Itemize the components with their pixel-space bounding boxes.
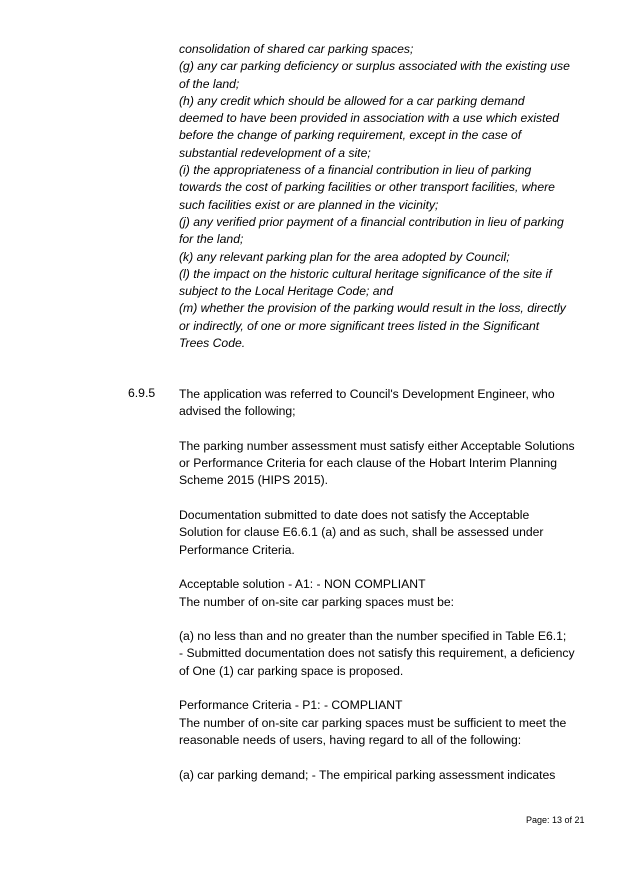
paragraph xyxy=(179,576,599,611)
performance-criteria-list xyxy=(179,41,599,352)
paragraph-line: or Performance Criteria for each clause of the Hobart Interim Planning xyxy=(179,456,557,471)
paragraph-line: The application was referred to Council's Development Engineer, who xyxy=(179,387,555,401)
criteria-line: of the land; xyxy=(179,76,240,91)
paragraph xyxy=(179,438,599,490)
paragraph-line: - Submitted documentation does not satisfy this requirement, a deficiency xyxy=(179,646,575,661)
criteria-line: such facilities exist or are planned in the vicinity; xyxy=(179,197,439,212)
criteria-line: Trees Code. xyxy=(179,336,246,351)
paragraph-line: reasonable needs of users, having regard to all of the following: xyxy=(179,732,522,747)
page-number: Page: 13 of 21 xyxy=(526,815,585,825)
paragraph xyxy=(179,386,599,421)
paragraph-line: The parking number assessment must satisfy either Acceptable Solutions xyxy=(179,438,575,453)
criteria-line: (k) any relevant parking plan for the area adopted by Council; xyxy=(179,249,510,264)
criteria-line: (i) the appropriateness of a financial contribution in lieu of parking xyxy=(179,163,532,178)
criteria-line: (g) any car parking deficiency or surplus associated with the existing use xyxy=(179,59,570,74)
paragraph-line: advised the following; xyxy=(179,404,296,419)
criteria-line: deemed to have been provided in association with a use which existed xyxy=(179,111,560,126)
paragraph-line: Documentation submitted to date does not satisfy the Acceptable xyxy=(179,508,530,523)
criteria-line: (l) the impact on the historic cultural heritage significance of the site if xyxy=(179,266,552,281)
section-body xyxy=(179,386,599,801)
criteria-line: or indirectly, of one or more significant trees listed in the Significant xyxy=(179,318,540,333)
paragraph-line: Acceptable solution - A1: - NON COMPLIANT xyxy=(179,577,426,592)
paragraph-line: Performance Criteria. xyxy=(179,542,295,557)
paragraph-line: The number of on-site car parking spaces must be: xyxy=(179,594,455,609)
paragraph-line: (a) car parking demand; - The empirical parking assessment indicates xyxy=(179,767,556,782)
paragraph-line: Performance Criteria - P1: - COMPLIANT xyxy=(179,698,403,713)
criteria-line: subject to the Local Heritage Code; and xyxy=(179,284,394,299)
paragraph xyxy=(179,697,599,749)
paragraph xyxy=(179,767,599,784)
paragraph xyxy=(179,628,599,680)
criteria-line: (j) any verified prior payment of a financial contribution in lieu of parking xyxy=(179,214,564,229)
paragraph-line: The number of on-site car parking spaces must be sufficient to meet the xyxy=(179,715,567,730)
criteria-line: for the land; xyxy=(179,232,244,247)
section-number: 6.9.5 xyxy=(128,386,156,400)
paragraph-line: Solution for clause E6.6.1 (a) and as such, shall be assessed under xyxy=(179,525,544,540)
paragraph-line: of One (1) car parking space is proposed. xyxy=(179,663,404,678)
criteria-line: substantial redevelopment of a site; xyxy=(179,145,371,160)
paragraph-line: (a) no less than and no greater than the number specified in Table E6.1; xyxy=(179,629,567,644)
criteria-line: before the change of parking requirement, except in the case of xyxy=(179,128,522,143)
criteria-line: towards the cost of parking facilities or other transport facilities, where xyxy=(179,180,555,195)
criteria-line: (m) whether the provision of the parking would result in the loss, directly xyxy=(179,301,566,316)
paragraph-line: Scheme 2015 (HIPS 2015). xyxy=(179,473,329,488)
criteria-line: (h) any credit which should be allowed for a car parking demand xyxy=(179,93,525,108)
criteria-line: consolidation of shared car parking spaces; xyxy=(179,42,414,56)
paragraph xyxy=(179,507,599,559)
